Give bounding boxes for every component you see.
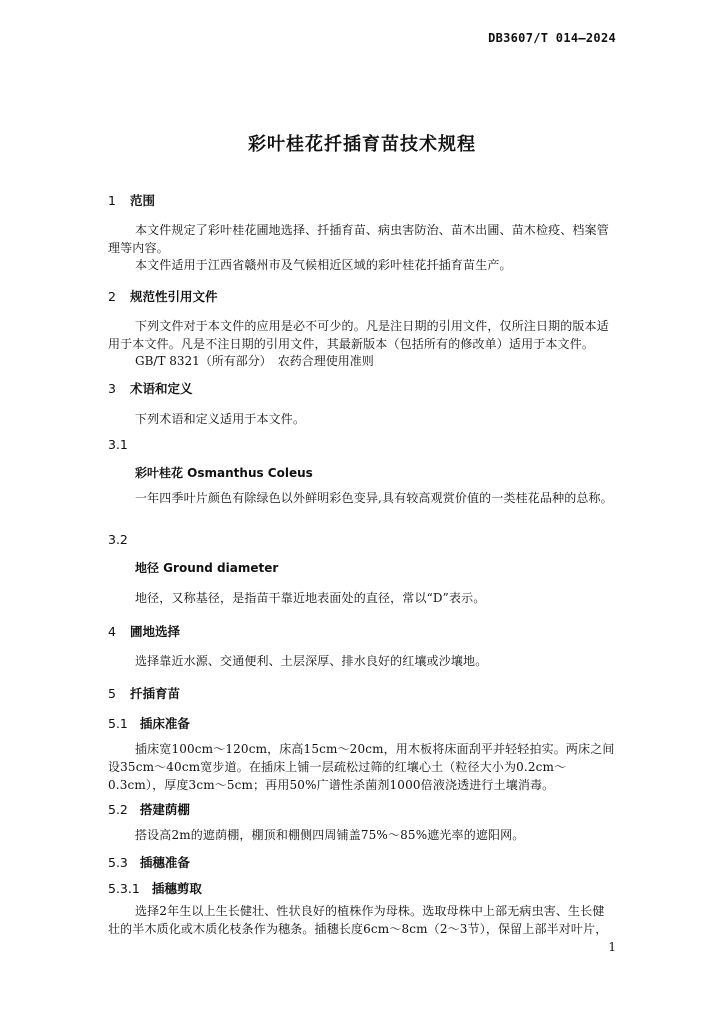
section-number: 5.2 bbox=[108, 802, 128, 817]
section-heading-3 bbox=[108, 379, 192, 397]
section-title: 圃地选择 bbox=[129, 624, 180, 639]
document-title: 彩叶桂花扦插育苗技术规程 bbox=[248, 134, 476, 155]
subsection-heading-5-2 bbox=[108, 800, 190, 818]
section-title: 插床准备 bbox=[139, 716, 190, 731]
section-number: 5 bbox=[108, 686, 116, 701]
section-heading-5 bbox=[108, 684, 180, 702]
paragraph: 选择2年生以上生长健壮、性状良好的植株作为母株。选取母株中上部无病虫害、生长健壮的半木质化或木质化枝条作为穗条。插穗长度6cm～8cm（2～3节），保留上部半对叶片， bbox=[108, 904, 608, 936]
section-title: 插穗准备 bbox=[139, 855, 190, 870]
section-number: 5.3.1 bbox=[108, 881, 140, 896]
paragraph: 搭设高2m的遮荫棚，棚顶和棚侧四周铺盖75%～85%遮光率的遮阳网。 bbox=[135, 828, 525, 842]
section-heading-2 bbox=[108, 287, 217, 305]
standard-code: DB3607/T 014—2024 bbox=[488, 31, 616, 45]
term-entry: 地径 Ground diameter bbox=[135, 561, 279, 575]
paragraph: 本文件规定了彩叶桂花圃地选择、扦插育苗、病虫害防治、苗木出圃、苗木检疫、档案管理等内容。 bbox=[108, 223, 609, 255]
subsection-heading-5-3-1 bbox=[108, 879, 202, 897]
section-title: 搭建荫棚 bbox=[139, 802, 190, 817]
section-heading-4 bbox=[108, 622, 180, 640]
section-number: 2 bbox=[108, 289, 116, 304]
subsection-heading-5-3 bbox=[108, 853, 190, 871]
term-entry: 彩叶桂花 Osmanthus Coleus bbox=[135, 466, 313, 480]
term-definition: 一年四季叶片颜色有除绿色以外鲜明彩色变异,具有较高观赏价值的一类桂花品种的总称。 bbox=[135, 491, 613, 505]
section-number: 4 bbox=[108, 624, 116, 639]
section-title: 扦插育苗 bbox=[129, 686, 180, 701]
paragraph: 插床宽100cm～120cm，床高15cm～20cm，用木板将床面刮平并轻轻拍实。两床之间设35cm～40cm宽步道。在插床上铺一层疏松过筛的红壤心土（粒径大小为0.2cm～0.3cm），厚度3cm～5cm；再用50%广谱性杀菌剂1000倍液浇透进行土壤消毒。 bbox=[108, 742, 615, 792]
section-number: 5.3 bbox=[108, 855, 128, 870]
page-number: 1 bbox=[608, 940, 616, 954]
term-number-3-2 bbox=[108, 532, 128, 547]
section-number: 5.1 bbox=[108, 716, 128, 731]
subsection-heading-5-1 bbox=[108, 714, 190, 732]
section-title: 术语和定义 bbox=[129, 381, 193, 396]
section-title: 插穗剪取 bbox=[151, 881, 202, 896]
paragraph: 选择靠近水源、交通便利、土层深厚、排水良好的红壤或沙壤地。 bbox=[135, 654, 488, 668]
paragraph: 下列术语和定义适用于本文件。 bbox=[135, 412, 306, 426]
term-number: 3.1 bbox=[108, 437, 128, 452]
section-title: 范围 bbox=[129, 193, 155, 208]
normative-reference: GB/T 8321（所有部分） 农药合理使用准则 bbox=[135, 354, 374, 368]
section-number: 3 bbox=[108, 381, 116, 396]
term-number: 3.2 bbox=[108, 532, 128, 547]
section-number: 1 bbox=[108, 193, 116, 208]
paragraph: 下列文件对于本文件的应用是必不可少的。凡是注日期的引用文件，仅所注日期的版本适用于本文件。凡是不注日期的引用文件，其最新版本（包括所有的修改单）适用于本文件。 bbox=[108, 319, 609, 351]
term-number-3-1 bbox=[108, 437, 128, 452]
paragraph: 本文件适用于江西省赣州市及气候相近区域的彩叶桂花扦插育苗生产。 bbox=[135, 258, 512, 272]
term-definition: 地径，又称基径，是指苗干靠近地表面处的直径，常以“D”表示。 bbox=[135, 591, 486, 605]
section-title: 规范性引用文件 bbox=[129, 289, 218, 304]
section-heading-1 bbox=[108, 191, 155, 209]
